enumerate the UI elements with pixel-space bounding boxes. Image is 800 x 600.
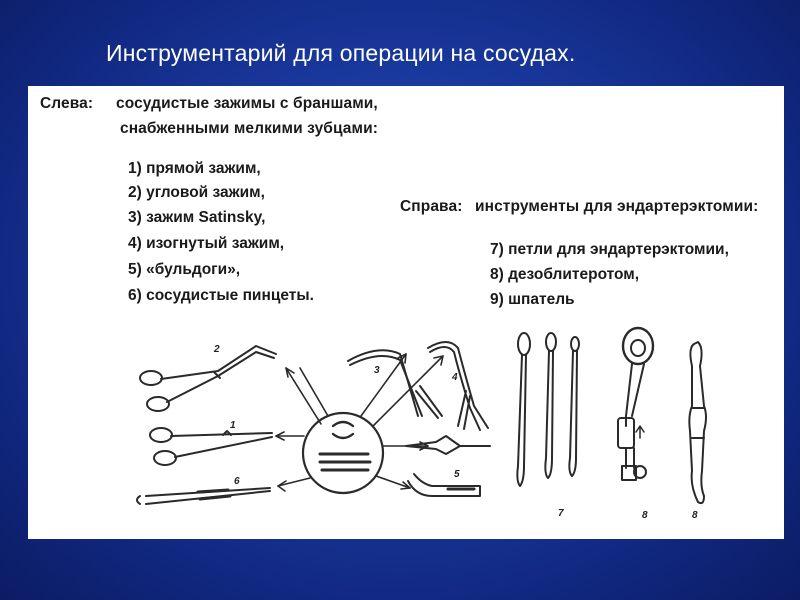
slide-title: Инструментарий для операции на сосудах. (106, 40, 576, 66)
right-list-item: 8) дезоблитеротом, (490, 266, 640, 283)
endarterectomy-loops-icon (517, 333, 579, 486)
right-list-item: 7) петли для эндартерэктомии, (490, 241, 729, 258)
spatula-icon (689, 342, 706, 503)
label-7: 7 (558, 508, 564, 519)
label-8: 8 (642, 510, 648, 521)
figure-panel (28, 86, 784, 539)
label-3: 3 (374, 365, 380, 376)
bulldog-clamp-icon (406, 436, 490, 496)
right-heading: Справа: (400, 198, 463, 215)
label-4: 4 (452, 372, 458, 383)
satinsky-clamp-icon (348, 350, 442, 418)
left-heading: Слева: (40, 95, 94, 112)
left-caption-line1: сосудистые зажимы с браншами, (116, 95, 378, 112)
instrument-illustration (28, 86, 784, 539)
angled-clamp-icon (140, 346, 276, 411)
label-2: 2 (214, 344, 220, 355)
central-circle-icon (303, 413, 383, 493)
vascular-forceps-icon (137, 488, 270, 504)
label-5: 5 (454, 469, 460, 480)
left-list-item: 5) «бульдоги», (128, 261, 241, 278)
left-list-item: 3) зажим Satinsky, (128, 209, 266, 226)
left-list-item: 6) сосудистые пинцеты. (128, 287, 314, 304)
desobliterotome-icon (618, 328, 653, 480)
right-list-item: 9) шпатель (490, 291, 575, 308)
label-6: 6 (234, 476, 240, 487)
left-caption-line2: снабженными мелкими зубцами: (120, 120, 378, 137)
label-9: 8 (692, 510, 698, 521)
left-list-item: 4) изогнутый зажим, (128, 235, 285, 252)
left-list-item: 2) угловой зажим, (128, 184, 265, 201)
straight-clamp-icon (150, 428, 272, 465)
left-list-item: 1) прямой зажим, (128, 160, 261, 177)
label-1: 1 (230, 420, 236, 431)
right-caption: инструменты для эндартерэктомии: (475, 198, 759, 215)
